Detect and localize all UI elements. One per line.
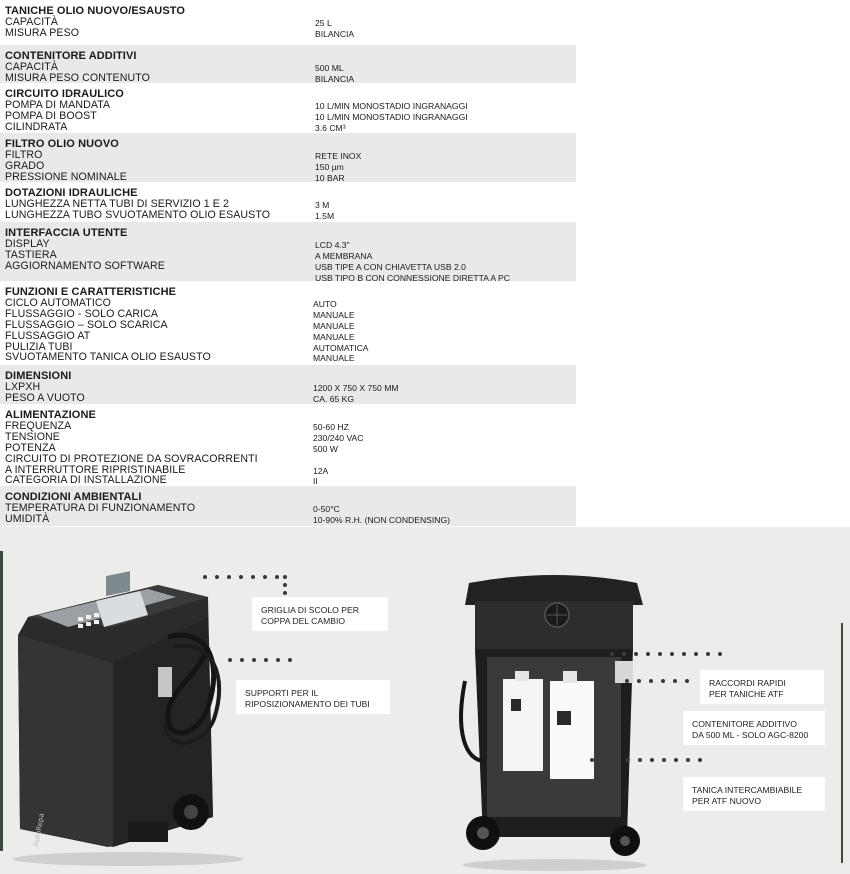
callout-raccordi-line2: PER TANICHE ATF xyxy=(709,688,784,699)
machine-rear-image xyxy=(455,571,655,871)
callout-tanica-line1: TANICA INTERCAMBIABILE xyxy=(692,785,803,795)
spec-label: TENSIONE xyxy=(5,430,60,443)
callout-griglia xyxy=(252,597,388,631)
spec-section-title: ALIMENTAZIONE xyxy=(5,409,96,421)
spec-row xyxy=(5,421,576,432)
spec-section-title: DIMENSIONI xyxy=(5,370,72,382)
callout-raccordi xyxy=(700,670,824,704)
spec-section-title: FILTRO OLIO NUOVO xyxy=(5,138,119,150)
spec-value: BILANCIA xyxy=(315,73,355,84)
spec-row xyxy=(5,239,576,250)
spec-value: MANUALE xyxy=(313,353,355,364)
spec-label: FLUSSAGGIO - SOLO CARICA xyxy=(5,307,159,320)
spec-label: LXPXH xyxy=(5,381,41,393)
spec-label: MISURA PESO xyxy=(5,26,80,39)
spec-row xyxy=(5,17,576,28)
callout-supporti-line1: SUPPORTI PER IL xyxy=(245,688,319,698)
leader-supporti-horizontal xyxy=(228,658,292,662)
spec-section xyxy=(0,182,576,222)
callout-supporti xyxy=(236,680,390,714)
callout-raccordi-line1: RACCORDI RAPIDI xyxy=(709,678,786,688)
leader-raccordi-horizontal xyxy=(610,652,730,656)
spec-row xyxy=(5,150,576,161)
spec-label: POTENZA xyxy=(5,441,56,454)
spec-value: 10 BAR xyxy=(315,172,345,183)
spec-section xyxy=(0,281,576,365)
spec-value: USB TIPO B CON CONNESSIONE DIRETTA A PC xyxy=(315,272,510,283)
spec-value: USB TIPE A CON CHIAVETTA USB 2.0 xyxy=(315,261,466,272)
spec-label: LUNGHEZZA TUBO SVUOTAMENTO OLIO ESAUSTO xyxy=(5,208,271,221)
spec-value: 1200 X 750 X 750 MM xyxy=(313,383,399,393)
spec-label: TASTIERA xyxy=(5,248,57,261)
spec-row xyxy=(5,28,576,39)
spec-row xyxy=(5,320,576,331)
spec-row xyxy=(5,503,576,514)
spec-section xyxy=(0,365,576,404)
spec-label: POMPA DI MANDATA xyxy=(5,99,111,111)
spec-value: BILANCIA xyxy=(315,28,355,39)
leader-tanica-horizontal xyxy=(590,758,710,762)
spec-value: MANUALE xyxy=(313,320,355,331)
spec-label: CIRCUITO DI PROTEZIONE DA SOVRACORRENTI xyxy=(5,452,258,465)
spec-label: FLUSSAGGIO – SOLO SCARICA xyxy=(5,318,168,331)
spec-section-title: INTERFACCIA UTENTE xyxy=(5,227,128,239)
spec-value: 230/240 VAC xyxy=(313,432,364,443)
spec-value: 10-90% R.H. (NON CONDENSING) xyxy=(313,514,451,525)
spec-label: CATEGORIA DI INSTALLAZIONE xyxy=(5,474,167,487)
callout-contenitore-line1: CONTENITORE ADDITIVO xyxy=(692,719,797,729)
spec-value: MANUALE xyxy=(313,331,355,342)
spec-value: 150 µm xyxy=(315,161,344,172)
spec-label: FLUSSAGGIO AT xyxy=(5,329,91,342)
machine-front-image xyxy=(8,567,248,867)
spec-section xyxy=(0,486,576,526)
spec-value: RETE INOX xyxy=(315,151,362,161)
spec-label: LUNGHEZZA NETTA TUBI DI SERVIZIO 1 E 2 xyxy=(5,198,229,210)
spec-section xyxy=(0,83,576,133)
spec-section-title: DOTAZIONI IDRAULICHE xyxy=(5,187,138,199)
spec-label: FILTRO xyxy=(5,149,43,161)
spec-value: 1.5M xyxy=(315,210,335,221)
spec-section xyxy=(0,222,576,281)
spec-label: PULIZIA TUBI xyxy=(5,340,73,353)
spec-row xyxy=(5,331,576,342)
spec-label: CICLO AUTOMATICO xyxy=(5,297,111,309)
spec-section-title: CIRCUITO IDRAULICO xyxy=(5,88,124,100)
callout-contenitore-line2: DA 500 ML - SOLO AGC-8200 xyxy=(692,729,809,740)
spec-value: AUTO xyxy=(313,299,337,309)
spec-row xyxy=(5,111,576,122)
spec-label: CAPACITÀ xyxy=(5,61,58,73)
spec-row xyxy=(5,352,576,363)
spec-label: UMIDITÀ xyxy=(5,512,50,525)
spec-label: GRADO xyxy=(5,159,45,172)
spec-value: 0-50°C xyxy=(313,504,340,514)
spec-value: MANUALE xyxy=(313,309,355,320)
callout-tanica xyxy=(683,777,825,811)
spec-label: DISPLAY xyxy=(5,238,50,250)
spec-row xyxy=(5,122,576,133)
callout-griglia-line2: COPPA DEL CAMBIO xyxy=(261,615,346,626)
spec-section xyxy=(0,133,576,182)
spec-section xyxy=(0,404,576,486)
callout-contenitore xyxy=(683,711,825,745)
spec-label: AGGIORNAMENTO SOFTWARE xyxy=(5,259,165,272)
spec-section-title: TANICHE OLIO NUOVO/ESAUSTO xyxy=(5,5,186,17)
spec-value: 500 ML xyxy=(315,63,344,73)
spec-label: POMPA DI BOOST xyxy=(5,109,97,122)
leader-griglia-horizontal xyxy=(203,575,287,579)
spec-label: A INTERRUTTORE RIPRISTINABILE xyxy=(5,463,186,476)
callout-griglia-line1: GRIGLIA DI SCOLO PER xyxy=(261,605,359,615)
spec-row xyxy=(5,210,576,221)
spec-value: 3.6 CM³ xyxy=(315,122,346,133)
spec-label: MISURA PESO CONTENUTO xyxy=(5,71,150,84)
spec-value: LCD 4.3'' xyxy=(315,240,350,250)
spec-row xyxy=(5,382,576,393)
spec-value: 3 M xyxy=(315,200,330,210)
spec-value: 50-60 HZ xyxy=(313,422,349,432)
callout-tanica-line2: PER ATF NUOVO xyxy=(692,795,762,806)
spec-row xyxy=(5,432,576,443)
spec-value: 10 L/MIN MONOSTADIO INGRANAGGI xyxy=(315,101,468,111)
callout-supporti-line2: RIPOSIZIONAMENTO DEI TUBI xyxy=(245,698,370,709)
spec-value: 12A xyxy=(313,465,329,476)
spec-value: AUTOMATICA xyxy=(313,342,369,353)
spec-value: II xyxy=(313,476,318,487)
spec-value: 10 L/MIN MONOSTADIO INGRANAGGI xyxy=(315,111,468,122)
spec-row xyxy=(5,261,576,272)
spec-label: PESO A VUOTO xyxy=(5,391,85,404)
leader-griglia-vertical xyxy=(283,575,287,599)
spec-label: TEMPERATURA DI FUNZIONAMENTO xyxy=(5,502,196,514)
svg-text:AutoRepa: AutoRepa xyxy=(32,812,46,848)
spec-table xyxy=(0,0,576,526)
leader-contenitore-horizontal xyxy=(625,679,695,683)
spec-row xyxy=(5,514,576,525)
spec-value: 25 L xyxy=(315,18,332,28)
spec-section xyxy=(0,45,576,83)
spec-label: FREQUENZA xyxy=(5,420,72,432)
spec-section xyxy=(0,0,576,45)
accent-bar-right xyxy=(841,623,843,863)
product-gallery xyxy=(0,527,850,874)
spec-value: CA. 65 KG xyxy=(313,393,355,404)
spec-section-title: CONDIZIONI AMBIENTALI xyxy=(5,491,142,503)
spec-section-title: CONTENITORE ADDITIVI xyxy=(5,50,137,62)
spec-value: 500 W xyxy=(313,443,338,454)
spec-row xyxy=(5,454,576,465)
spec-label: CILINDRATA xyxy=(5,120,68,133)
spec-row xyxy=(5,475,576,486)
spec-value: A MEMBRANA xyxy=(315,250,373,261)
accent-bar-left xyxy=(0,551,3,851)
spec-section-title: FUNZIONI E CARATTERISTICHE xyxy=(5,286,177,298)
spec-label: CAPACITÀ xyxy=(5,16,58,28)
spec-label: PRESSIONE NOMINALE xyxy=(5,170,127,183)
spec-label: SVUOTAMENTO TANICA OLIO ESAUSTO xyxy=(5,351,211,364)
spec-row xyxy=(5,393,576,404)
